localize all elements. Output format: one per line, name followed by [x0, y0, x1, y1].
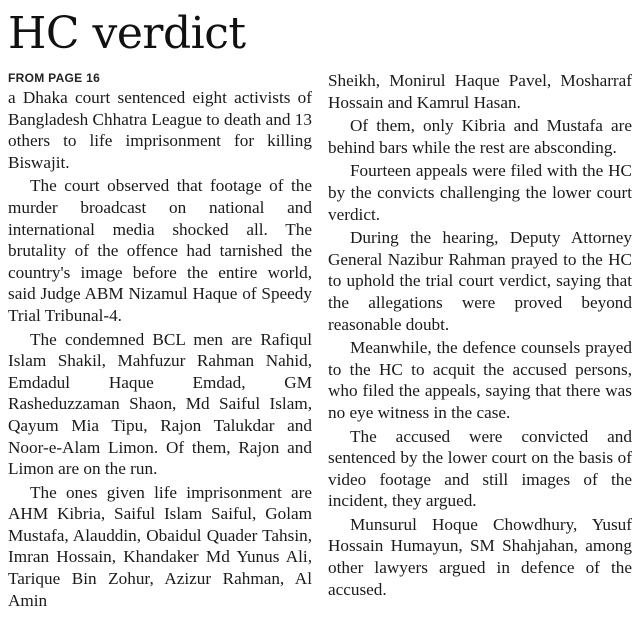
headline: HC verdict: [8, 8, 246, 59]
paragraph-continuation: Sheikh, Monirul Haque Pavel, Mosharraf Hossain and Kamrul Hasan.: [328, 71, 632, 112]
paragraph: The court observed that footage of the murder broadcast on national and international media shocked all. The brutality of the offence had tarnished the country's image before the entire world, said Judge ABM Nizamul Haque of Speedy Trial Tribunal-4.: [8, 176, 312, 325]
paragraph: Meanwhile, the defence counsels prayed to the HC to acquit the accused persons, who filed the appeals, saying that there was no eye witness in the case.: [328, 338, 632, 422]
article-column-left: [8, 70, 312, 613]
article-column-right: [328, 70, 632, 602]
paragraph: The ones given life imprisonment are AHM Kibria, Saiful Islam Saiful, Golam Mustafa, Alauddin, Obaidul Quader Tahsin, Imran Hossain, Khandaker Md Yunus Ali, Tarique Bin Zohur, Azizur Rahman, Al Amin: [8, 482, 312, 610]
paragraph: Fourteen appeals were filed with the HC by the convicts challenging the lower court verdict.: [328, 161, 632, 224]
paragraph: a Dhaka court sentenced eight activists of Bangladesh Chhatra League to death and 13 others to life imprisonment for killing Biswajit.: [8, 88, 312, 172]
continued-from-label: FROM PAGE 16: [8, 71, 101, 85]
paragraph: Of them, only Kibria and Mustafa are behind bars while the rest are absconding.: [328, 116, 632, 157]
paragraph: During the hearing, Deputy Attorney General Nazibur Rahman prayed to the HC to uphold the trial court verdict, saying that the allegations were proved beyond reasonable doubt.: [328, 228, 632, 334]
paragraph: The condemned BCL men are Rafiqul Islam Shakil, Mahfuzur Rahman Nahid, Emdadul Haque Emdad, GM Rasheduzzaman Shaon, Md Saiful Islam, Qayum Mia Tipu, Rajon Talukdar and Noor-e-Alam Limon. Of them, Rajon and Limon are on the run.: [8, 329, 312, 479]
paragraph: The accused were convicted and sentenced by the lower court on the basis of video footage and still images of the incident, they argued.: [328, 426, 632, 511]
paragraph: Munsurul Hoque Chowdhury, Yusuf Hossain Humayun, SM Shahjahan, among other lawyers argued in defence of the accused.: [328, 514, 632, 599]
